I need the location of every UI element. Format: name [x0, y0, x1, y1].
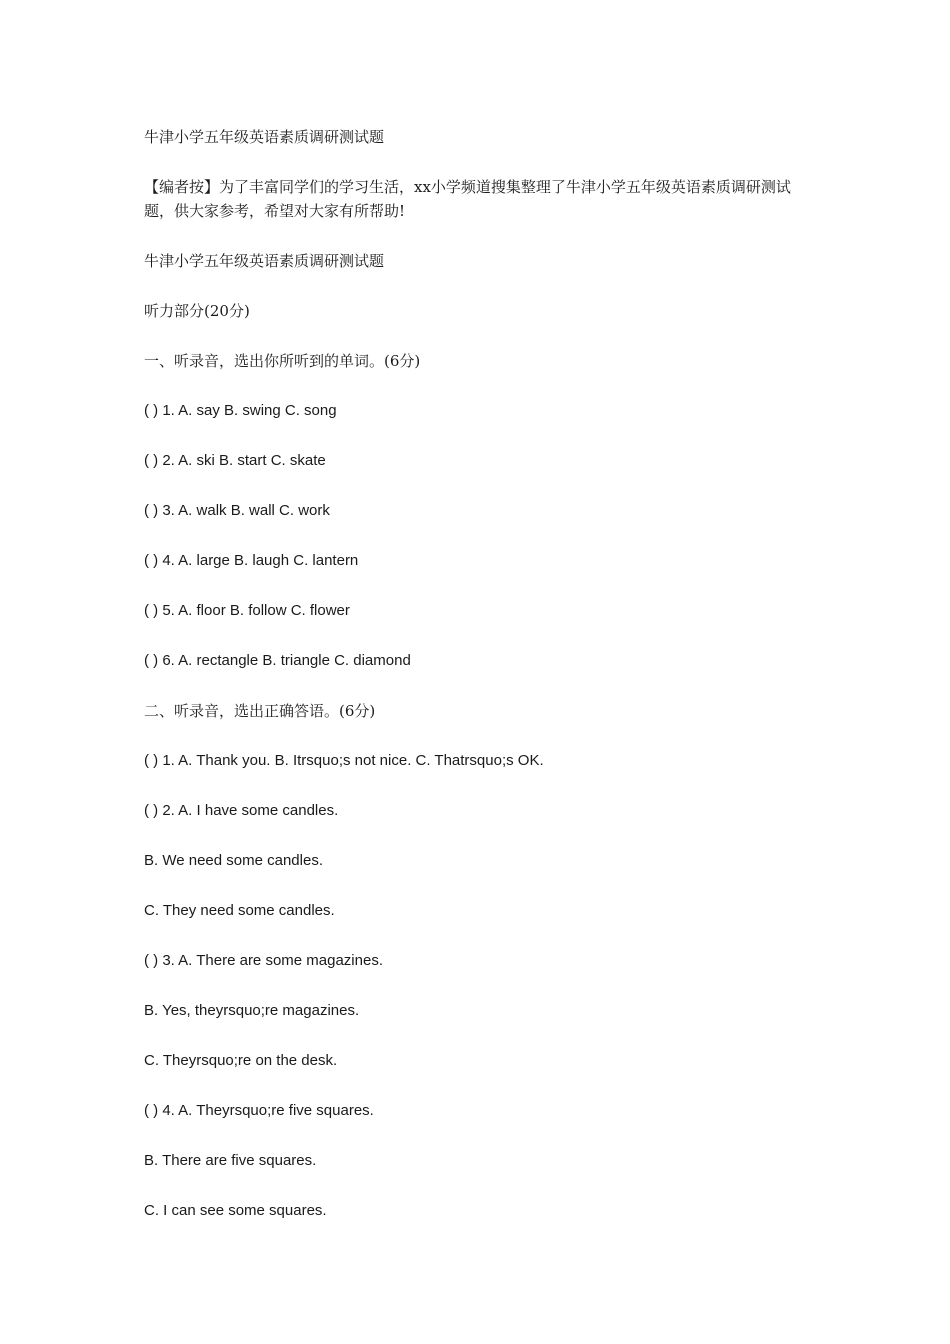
section-title: 牛津小学五年级英语素质调研测试题 [144, 252, 385, 270]
question-line: ( ) 6. A. rectangle B. triangle C. diamond [144, 652, 411, 669]
question-group-1-heading: 一、听录音，选出你所听到的单词。(6分) [144, 352, 421, 370]
listening-part-heading: 听力部分(20分) [144, 302, 250, 320]
answer-option: B. There are five squares. [144, 1152, 317, 1169]
question-line: ( ) 3. A. There are some magazines. [144, 952, 383, 969]
answer-option: C. Theyrsquo;re on the desk. [144, 1052, 338, 1069]
question-line: ( ) 3. A. walk B. wall C. work [144, 502, 330, 519]
editor-note: 【编者按】为了丰富同学们的学习生活，xx小学频道搜集整理了牛津小学五年级英语素质调研测试题，供大家参考，希望对大家有所帮助! [144, 178, 791, 220]
document-body [144, 125, 810, 1249]
answer-option: B. We need some candles. [144, 852, 323, 869]
answer-option: C. I can see some squares. [144, 1202, 327, 1219]
document-title: 牛津小学五年级英语素质调研测试题 [144, 128, 385, 146]
question-line: ( ) 4. A. Theyrsquo;re five squares. [144, 1102, 374, 1119]
question-line: ( ) 4. A. large B. laugh C. lantern [144, 552, 359, 569]
question-line: ( ) 2. A. I have some candles. [144, 802, 339, 819]
question-group-2-heading: 二、听录音，选出正确答语。(6分) [144, 702, 376, 720]
answer-option: C. They need some candles. [144, 902, 335, 919]
question-line: ( ) 2. A. ski B. start C. skate [144, 452, 326, 469]
question-line: ( ) 5. A. floor B. follow C. flower [144, 602, 350, 619]
answer-option: B. Yes, theyrsquo;re magazines. [144, 1002, 360, 1019]
question-line: ( ) 1. A. Thank you. B. Itrsquo;s not nice. C. Thatrsquo;s OK. [144, 752, 544, 769]
question-line: ( ) 1. A. say B. swing C. song [144, 402, 337, 419]
